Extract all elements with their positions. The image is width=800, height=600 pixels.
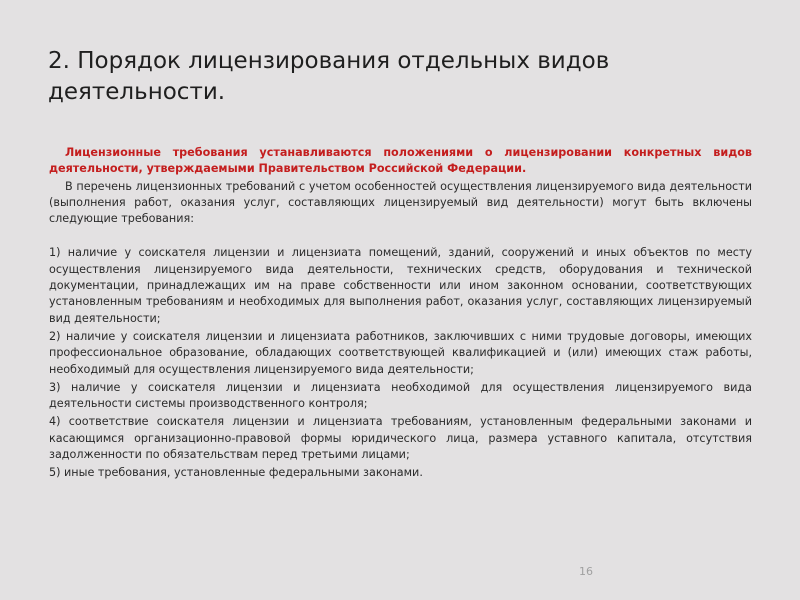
intro-paragraph: В перечень лицензионных требований с учетом особенностей осуществления лицензируемого вида деятельности (выполнения работ, оказания услуг, составляющих лицензируемый вид деятельности) могут быть включены следующие требования: [49, 179, 752, 226]
slide-body [49, 145, 752, 482]
requirement-item-3: 3) наличие у соискателя лицензии и лицензиата необходимой для осуществления лицензируемого вида деятельности системы производственного контроля; [49, 380, 752, 411]
lead-paragraph: Лицензионные требования устанавливаются положениями о лицензировании конкретных видов деятельности, утверждаемыми Правительством Российской Федерации. [49, 146, 752, 176]
requirement-item-2: 2) наличие у соискателя лицензии и лицензиата работников, заключивших с ними трудовые договоры, имеющих профессиональное образование, обладающих соответствующей квалификацией и (или) имеющих стаж работы, необходимый для осуществления лицензируемого вида деятельности; [49, 329, 752, 376]
slide-title: 2. Порядок лицензирования отдельных видов деятельности. [48, 48, 610, 106]
requirement-item-5: 5) иные требования, установленные федеральными законами. [49, 466, 423, 480]
spacer [49, 227, 752, 243]
requirement-item-1: 1) наличие у соискателя лицензии и лицензиата помещений, зданий, сооружений и иных объектов по месту осуществления лицензируемого вида деятельности, технических средств, оборудования и технической документации, принадлежащих им на праве собственности или ином законном основании, соответствующих установленным требованиям и необходимых для выполнения работ, оказания услуг, составляющих лицензируемый вид деятельности; [49, 246, 752, 325]
requirement-item-4: 4) соответствие соискателя лицензии и лицензиата требованиям, установленным федеральными законами и касающимся организационно-правовой формы юридического лица, размера уставного капитала, отсутствия задолженности по обязательствам перед третьими лицами; [49, 415, 752, 462]
page-number: 16 [579, 565, 593, 578]
